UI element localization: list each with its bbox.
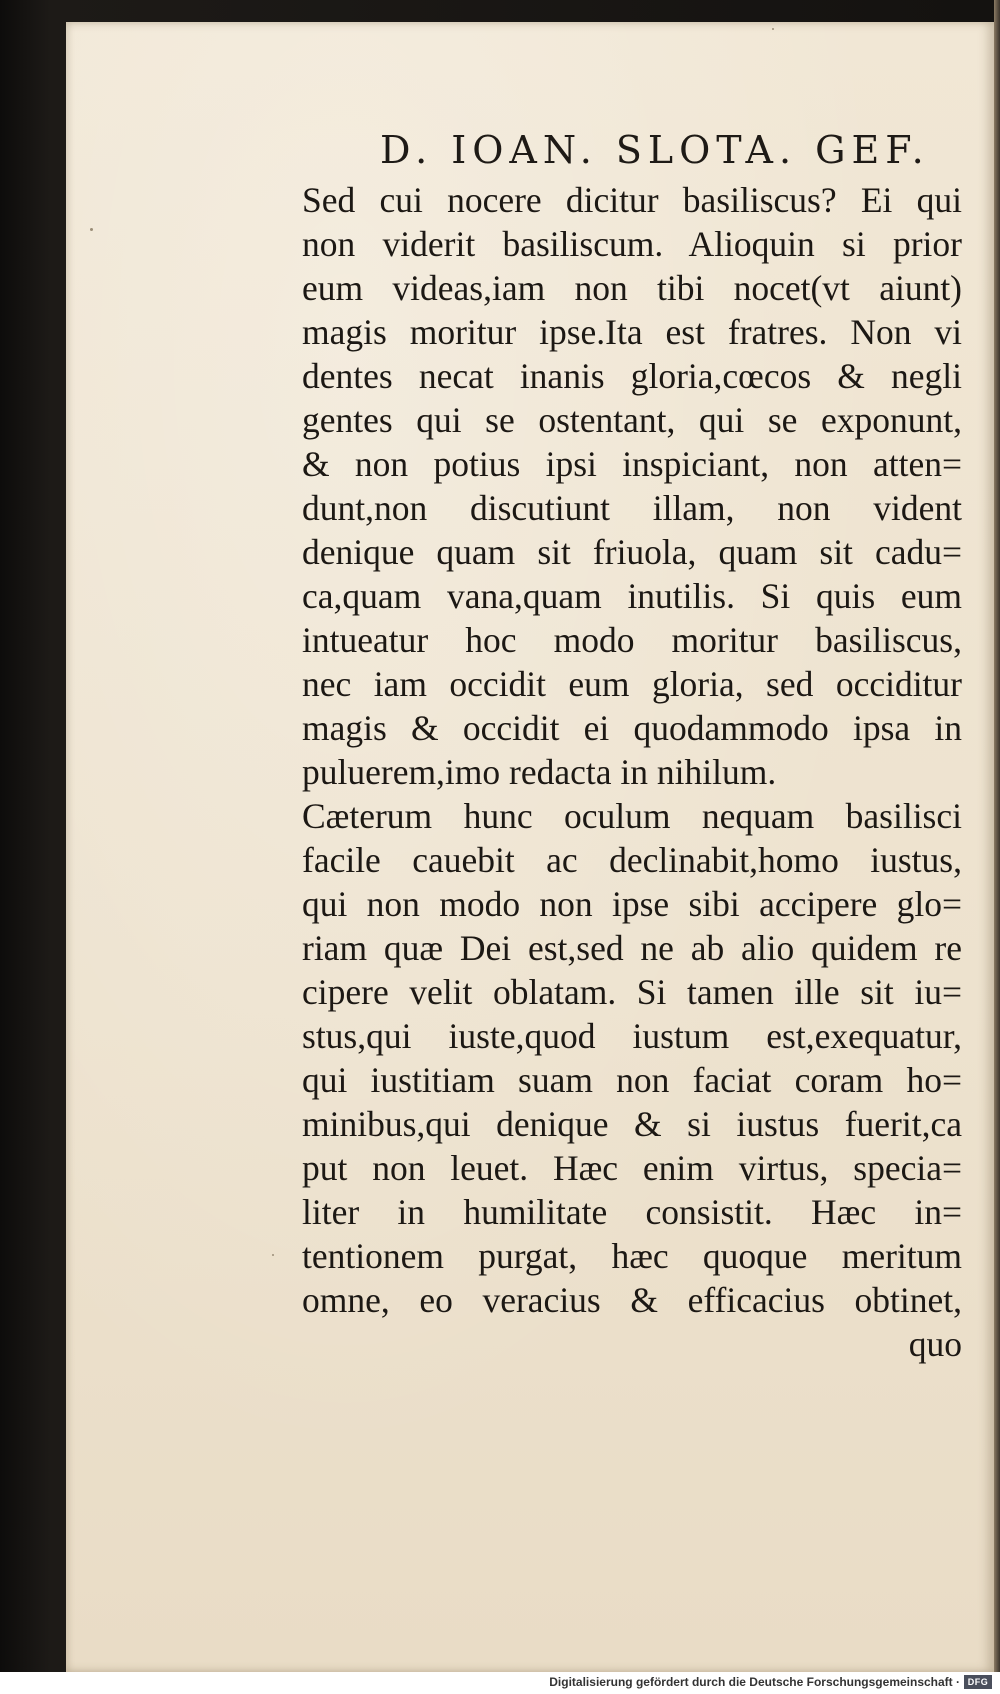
- text-line: omne, eo veracius & efficacius obtinet,: [302, 1280, 962, 1320]
- text-line: put non leuet. Hæc enim virtus, specia=: [302, 1148, 962, 1188]
- text-line: riam quæ Dei est,sed ne ab alio quidem re: [302, 928, 962, 968]
- text-line: puluerem,imo redacta in nihilum.: [302, 752, 777, 792]
- dfg-logo: DFG: [964, 1675, 992, 1689]
- text-line: tentionem purgat, hæc quoque meritum: [302, 1236, 962, 1276]
- text-line: minibus,qui denique & si iustus fuerit,ca: [302, 1104, 962, 1144]
- paper-speck: [772, 28, 774, 30]
- text-line: nec iam occidit eum gloria, sed occiditur: [302, 664, 962, 704]
- text-line: dunt,non discutiunt illam, non vident: [302, 488, 962, 528]
- text-line: denique quam sit friuola, quam sit cadu=: [302, 532, 962, 572]
- digitization-footer: [0, 1672, 1000, 1694]
- text-line: dentes necat inanis gloria,cœcos & negli: [302, 356, 962, 396]
- text-line: & non potius ipsi inspiciant, non atten=: [302, 444, 962, 484]
- text-line: ca,quam vana,quam inutilis. Si quis eum: [302, 576, 962, 616]
- text-line: magis & occidit ei quodammodo ipsa in: [302, 708, 962, 748]
- book-edge: [994, 0, 1000, 1672]
- paper-speck: [272, 1254, 274, 1256]
- text-line: non viderit basiliscum. Alioquin si prior: [302, 224, 962, 264]
- text-line: Sed cui nocere dicitur basiliscus? Ei qui: [302, 180, 962, 220]
- text-line: Cæterum hunc oculum nequam basilisci: [302, 796, 962, 836]
- text-line: cipere velit oblatam. Si tamen ille sit iu=: [302, 972, 962, 1012]
- text-line: qui non modo non ipse sibi accipere glo=: [302, 884, 962, 924]
- text-line: facile cauebit ac declinabit,homo iustus,: [302, 840, 962, 880]
- body-text: [302, 178, 962, 1366]
- catchword: quo: [908, 1324, 962, 1364]
- text-line: qui iustitiam suam non faciat coram ho=: [302, 1060, 962, 1100]
- running-head: D. IOAN. SLOTA. GEF.: [380, 128, 930, 172]
- text-line: eum videas,iam non tibi nocet(vt aiunt): [302, 268, 962, 308]
- text-line: gentes qui se ostentant, qui se exponunt,: [302, 400, 962, 440]
- paper-speck: [90, 228, 93, 231]
- text-line: intueatur hoc modo moritur basiliscus,: [302, 620, 962, 660]
- text-line: liter in humilitate consistit. Hæc in=: [302, 1192, 962, 1232]
- text-line: magis moritur ipse.Ita est fratres. Non vi: [302, 312, 962, 352]
- text-line: stus,qui iuste,quod iustum est,exequatur,: [302, 1016, 962, 1056]
- funding-credit: Digitalisierung gefördert durch die Deutsche Forschungsgemeinschaft ·: [549, 1675, 960, 1689]
